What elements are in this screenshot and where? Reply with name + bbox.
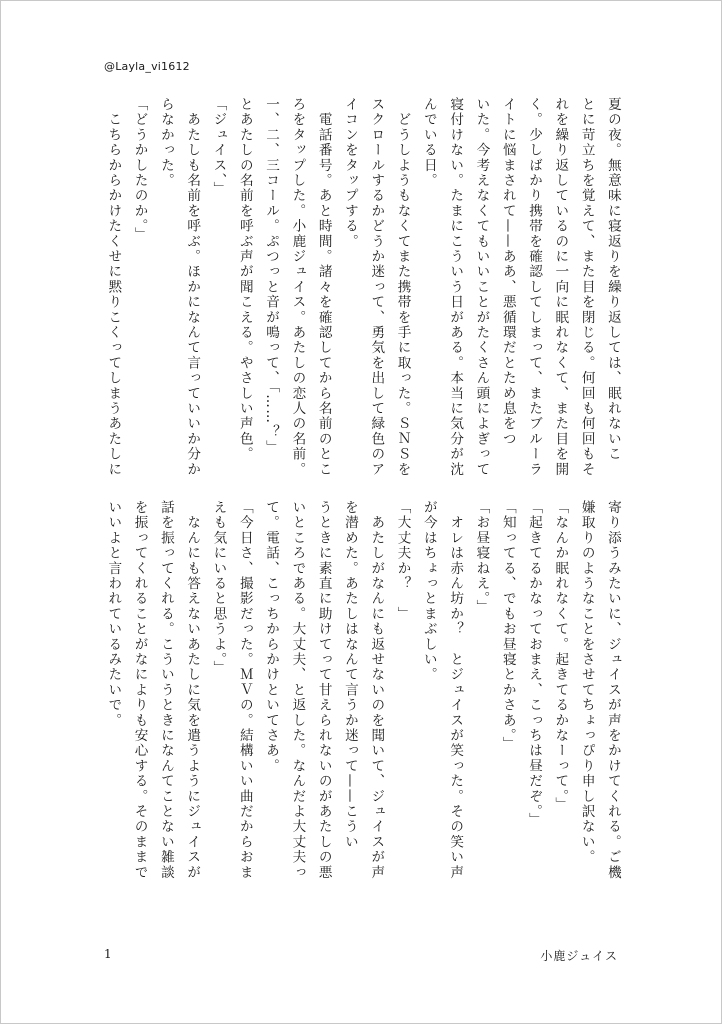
running-title: 小鹿ジュイス bbox=[540, 949, 618, 963]
page-number: 1 bbox=[104, 947, 112, 961]
text-column: 話を振ってくれる。こういうときになんてことない雑談 bbox=[157, 500, 174, 880]
text-column: なんにも答えないあたしに気を遣うようにジュイスが bbox=[184, 500, 201, 880]
text-column: オレは赤ん坊か？ とジュイスが笑った。その笑い声 bbox=[447, 500, 464, 880]
text-column: らなかった。 bbox=[157, 97, 174, 189]
text-column: いいよと言われているみたいで。 bbox=[105, 500, 122, 728]
page-border-top bbox=[0, 0, 722, 1]
text-column: とあたしの名前を呼ぶ声が聞こえる。やさしい声色。 bbox=[236, 97, 253, 462]
text-column: 「大丈夫か？ 」 bbox=[394, 500, 411, 622]
text-column: イコンをタップする。 bbox=[341, 97, 358, 249]
text-column: 寝付けない。たまにこういう日がある。本当に気分が沈 bbox=[447, 97, 464, 477]
text-column: を潜めた。あたしはなんて言うか迷って——こうい bbox=[341, 500, 358, 850]
text-column: が今はちょっとまぶしい。 bbox=[420, 500, 437, 683]
text-column: あたしがなんにも返せないのを聞いて、ジュイスが声 bbox=[368, 500, 385, 880]
text-column: スクロールするかどうか迷って、勇気を出して緑色のア bbox=[368, 97, 385, 477]
text-column: いところである。大丈夫、と返した。なんだよ大丈夫っ bbox=[289, 500, 306, 880]
text-column: 「なんか眠れなくて。起きてるかなーって。」 bbox=[552, 500, 569, 813]
text-column: んでいる日。 bbox=[420, 97, 437, 189]
text-column: えも気にいると思うよ。」 bbox=[210, 500, 227, 676]
lower-text-block bbox=[100, 500, 624, 920]
text-column: を振ってくれることがなによりも安心する。そのままで bbox=[131, 500, 148, 880]
text-column: 一、二、三コール。ぷつっと音が鳴って、「……？」 bbox=[263, 97, 280, 455]
text-column: く。少しばかり携帯を確認してしまって、またブルーラ bbox=[526, 97, 543, 477]
text-column: 「今日さ、撮影だった。ＭＶの。結構いい曲だからおま bbox=[236, 500, 253, 880]
text-column: こちらからかけたくせに黙りこくってしまうあたしに bbox=[105, 97, 122, 477]
text-column: あたしも名前を呼ぶ。ほかになんて言っていいか分か bbox=[184, 97, 201, 477]
text-column: 夏の夜。無意味に寝返りを繰り返しては、眠れないこ bbox=[604, 97, 621, 462]
text-column: 嫌取りのようなことをさせてちょっぴり申し訳ない。 bbox=[578, 500, 595, 865]
text-column: イトに悩まされて——ああ、悪循環だとため息をつ bbox=[499, 97, 516, 447]
text-column: いた。今考えなくてもいいことがたくさん頭によぎって bbox=[473, 97, 490, 477]
text-column: とに苛立ちを覚えて、また目を閉じる。何回も何回もそ bbox=[578, 97, 595, 477]
text-column: 「お昼寝ねえ。」 bbox=[473, 500, 490, 615]
author-handle: @Layla_vi1612 bbox=[104, 60, 190, 73]
page-border-left bbox=[0, 0, 1, 1024]
upper-text-block bbox=[100, 97, 624, 497]
text-column: 「知ってる、でもお昼寝とかさあ。」 bbox=[499, 500, 516, 752]
upper-vertical-text bbox=[100, 97, 624, 497]
text-column: うときに素直に助けてって甘えられないのがあたしの悪 bbox=[315, 500, 332, 880]
text-column: 寄り添うみたいに、ジュイスが声をかけてくれる。ご機 bbox=[604, 500, 621, 880]
lower-vertical-text bbox=[100, 500, 624, 920]
text-column: どうしようもなくてまた携帯を手に取った。ＳＮＳを bbox=[394, 97, 411, 477]
text-column: れを繰り返しているのに一向に眠れなくて、また目を開 bbox=[552, 97, 569, 477]
text-column: ろをタップした。小鹿ジュイス。あたしの恋人の名前。 bbox=[289, 97, 306, 477]
text-column: て。電話、こっちからかけといてさあ。 bbox=[263, 500, 280, 774]
text-column: 「どうかしたのか。」 bbox=[131, 97, 148, 243]
text-column: 「ジュイス、」 bbox=[210, 97, 227, 197]
text-column: 「起きてるかなっておまえ、こっちは昼だぞ。」 bbox=[526, 500, 543, 828]
text-column: 電話番号。あと時間。諸々を確認してから名前のとこ bbox=[315, 97, 332, 477]
